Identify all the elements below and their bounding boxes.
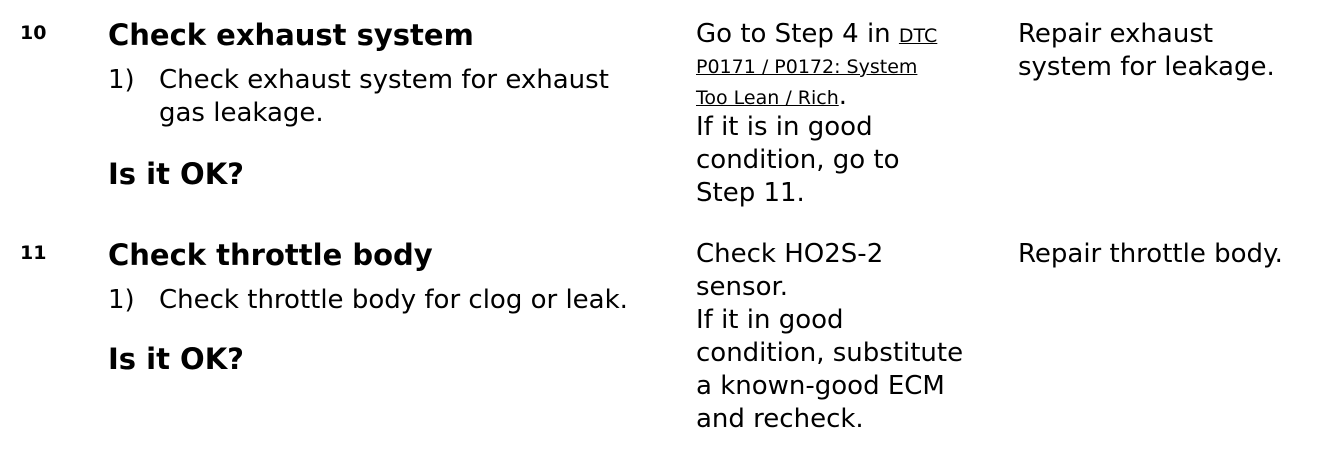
yes-action-line: condition, go to — [696, 145, 900, 175]
yes-action-line: sensor. — [696, 272, 789, 302]
yes-action-period: . — [838, 81, 848, 111]
yes-action-line — [696, 80, 996, 111]
substep-text — [159, 284, 628, 317]
yes-action-line — [696, 18, 996, 49]
yes-action-lead: Go to Step 4 in — [696, 19, 899, 49]
substep-line: gas leakage. — [159, 98, 324, 128]
step-number: 11 — [20, 242, 47, 264]
no-action — [1018, 18, 1318, 84]
step-question: Is it OK? — [108, 342, 244, 376]
substep-line: Check throttle body for clog or leak. — [159, 285, 628, 315]
yes-action-line: Check HO2S-2 — [696, 239, 884, 269]
substep-line: Check exhaust system for exhaust — [159, 65, 609, 95]
yes-action-line: If it in good — [696, 305, 844, 335]
no-action-line: Repair exhaust — [1018, 19, 1214, 49]
no-action — [1018, 238, 1318, 271]
no-action-line: system for leakage. — [1018, 52, 1275, 82]
dtc-link[interactable]: DTC — [898, 25, 938, 47]
no-action-line: Repair throttle body. — [1018, 239, 1283, 269]
step-title: Check exhaust system — [108, 18, 474, 52]
yes-action-line: and recheck. — [696, 404, 864, 434]
yes-action-line: condition, substitute — [696, 338, 964, 368]
substep-number: 1) — [108, 65, 135, 95]
yes-action-line: a known-good ECM — [696, 371, 945, 401]
step-row-11 — [0, 238, 1328, 438]
substep-text — [159, 64, 609, 130]
yes-action-line — [696, 49, 996, 80]
step-question: Is it OK? — [108, 157, 244, 191]
step-title: Check throttle body — [108, 238, 433, 272]
step-number: 10 — [20, 22, 47, 44]
dtc-link[interactable]: Too Lean / Rich — [696, 87, 839, 109]
dtc-link[interactable]: P0171 / P0172: System — [696, 56, 918, 78]
yes-action — [696, 18, 996, 210]
substep-number: 1) — [108, 285, 135, 315]
step-row-10 — [0, 18, 1328, 218]
yes-action-line: Step 11. — [696, 178, 805, 208]
yes-action — [696, 238, 996, 436]
yes-action-line: If it is in good — [696, 112, 873, 142]
